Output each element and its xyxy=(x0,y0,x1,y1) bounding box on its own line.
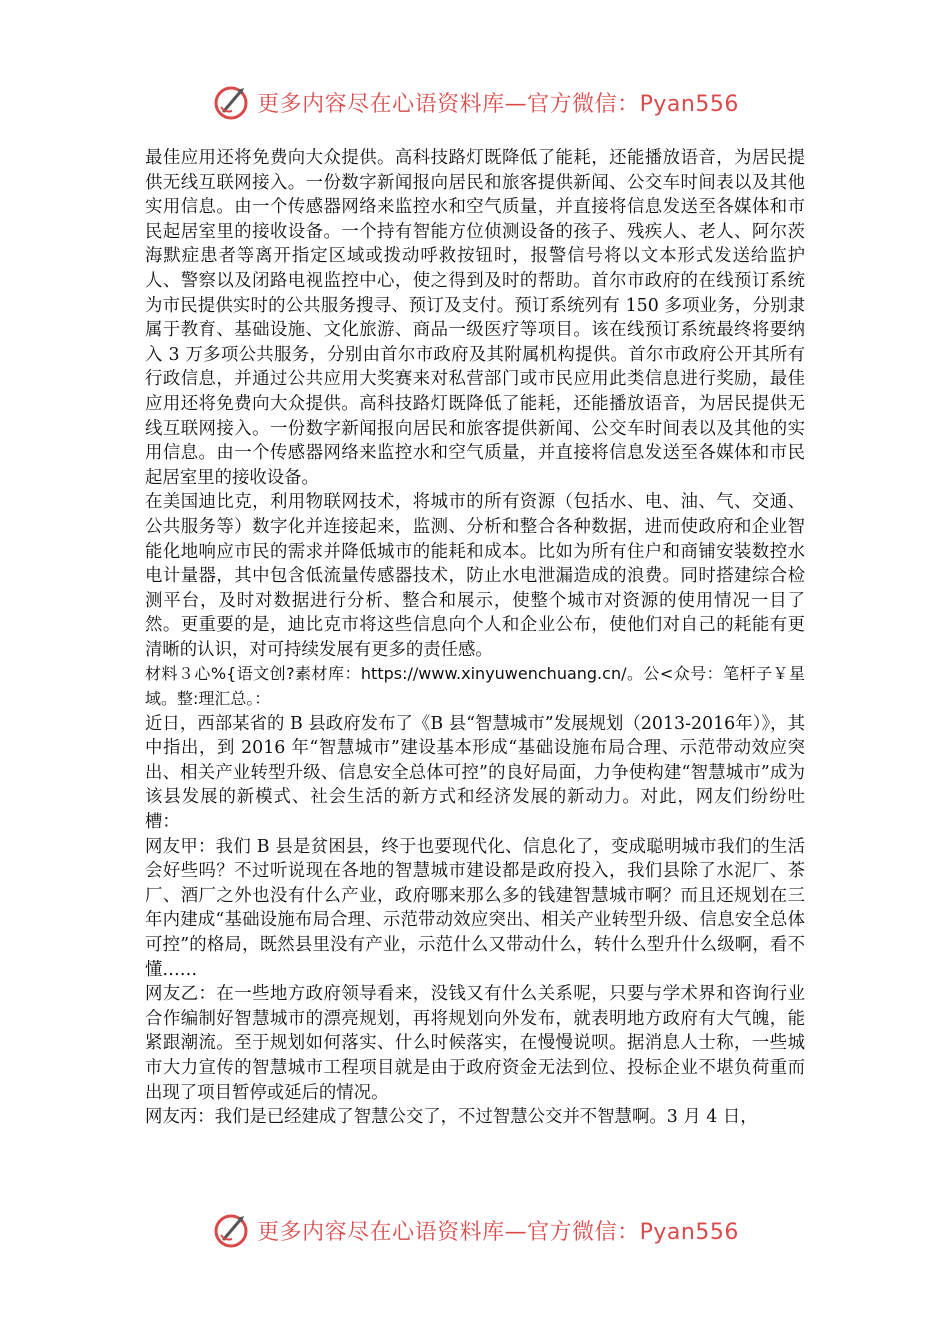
document-body xyxy=(145,146,805,1130)
footer-banner xyxy=(0,1210,950,1250)
logo-icon xyxy=(211,82,251,122)
paragraph-netizen-b: 网友乙：在一些地方政府领导看来，没钱又有什么关系呢，只要与学术界和咨询行业合作编制好智慧城市的漂亮规划，再将规划向外发布，就表明地方政府有大气魄，能紧跟潮流。至于规划如何落实、什么时候落实，在慢慢说呗。据消息人士称，一些城市大力宣传的智慧城市工程项目就是由于政府资金无法到位、投标企业不堪负荷重而出现了项目暂停或延后的情况。 xyxy=(145,984,805,1103)
header-banner-text: 更多内容尽在心语资料库—官方微信：Pyan556 xyxy=(257,91,739,117)
paragraph-netizen-c: 网友丙：我们是已经建成了智慧公交了，不过智慧公交并不智慧啊。3 月 4 日， xyxy=(145,1107,758,1128)
logo-icon xyxy=(211,1210,251,1250)
paragraph-b-county: 近日，西部某省的 B 县政府发布了《B 县“智慧城市”发展规划（2013-2016年）》，其中指出，到 2016 年“智慧城市”建设基本形成“基础设施布局合理、示范带动效应突出、相关产业转型升级、信息安全总体可控”的良好局面，力争使构建“智慧城市”成为该县发展的新模式、社会生活的新方式和经济发展的新动力。对此，网友们纷纷吐槽： xyxy=(145,713,805,833)
paragraph-dubuque: 在美国迪比克，利用物联网技术，将城市的所有资源（包括水、电、油、气、交通、公共服务等）数字化并连接起来，监测、分析和整合各种数据，进而使政府和企业智能化地响应市民的需求并降低城市的能耗和成本。比如为所有住户和商铺安装数控水电计量器，其中包含低流量传感器技术，防止水电泄漏造成的浪费。同时搭建综合检测平台，及时对数据进行分析、整合和展示，使整个城市对资源的使用情况一目了然。更重要的是，迪比克市将这些信息向个人和企业公布，使他们对自己的耗能有更清晰的认识，对可持续发展有更多的责任感。 xyxy=(145,492,805,660)
material-3-heading: 材料３心%{语文创?素材库：https://www.xinyuwenchuang.cn/。公<众号：笔杆子￥星域。整:理汇总。： xyxy=(145,664,805,709)
paragraph-netizen-a: 网友甲：我们 B 县是贫困县，终于也要现代化、信息化了，变成聪明城市我们的生活会好些吗？不过听说现在各地的智慧城市建设都是政府投入，我们县除了水泥厂、茶厂、酒厂之外也没有什么产业，政府哪来那么多的钱建智慧城市啊？而且还规划在三年内建成“基础设施布局合理、示范带动效应突出、相关产业转型升级、信息安全总体可控”的格局，既然县里没有产业，示范什么又带动什么，转什么型升什么级啊，看不懂…… xyxy=(145,836,805,980)
paragraph-seoul: 最佳应用还将免费向大众提供。高科技路灯既降低了能耗，还能播放语音，为居民提供无线互联网接入。一份数字新闻报向居民和旅客提供新闻、公交车时间表以及其他实用信息。由一个传感器网络来监控水和空气质量，并直接将信息发送至各媒体和市民起居室里的接收设备。一个持有智能方位侦测设备的孩子、残疾人、老人、阿尔茨海默症患者等离开指定区域或拨动呼救按钮时，报警信号将以文本形式发送给监护人、警察以及闭路电视监控中心，使之得到及时的帮助。首尔市政府的在线预订系统为市民提供实时的公共服务搜寻、预订及支付。预订系统列有 150 多项业务，分别隶属于教育、基础设施、文化旅游、商品一级医疗等项目。该在线预订系统最终将要纳入 3 万多项公共服务，分别由首尔市政府及其附属机构提供。首尔市政府公开其所有行政信息，并通过公共应用大奖赛来对私营部门或市民应用此类信息进行奖励，最佳应用还将免费向大众提供。高科技路灯既降低了能耗，还能播放语音，为居民提供无线互联网接入。一份数字新闻报向居民和旅客提供新闻、公交车时间表以及其他的实用信息。由一个传感器网络来监控水和空气质量，并直接将信息发送至各媒体和市民起居室里的接收设备。 xyxy=(145,148,805,488)
footer-banner-text: 更多内容尽在心语资料库—官方微信：Pyan556 xyxy=(257,1219,739,1245)
header-banner xyxy=(0,82,950,122)
